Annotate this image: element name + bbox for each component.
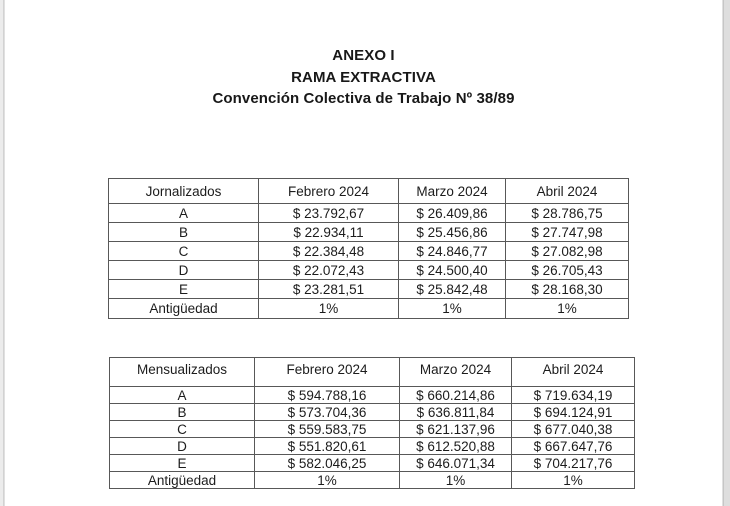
row-label-cell: D: [109, 261, 259, 280]
value-cell: $ 23.281,51: [259, 280, 399, 299]
column-header-febrero: Febrero 2024: [255, 358, 400, 387]
table-row: [109, 204, 629, 223]
value-cell: $ 25.456,86: [399, 223, 506, 242]
table-row: [110, 455, 635, 472]
value-cell: 1%: [255, 472, 400, 489]
column-header-abril: Abril 2024: [506, 179, 629, 204]
value-cell: $ 636.811,84: [400, 404, 512, 421]
value-cell: 1%: [512, 472, 635, 489]
value-cell: $ 24.500,40: [399, 261, 506, 280]
value-cell: $ 24.846,77: [399, 242, 506, 261]
document-page: [5, 0, 722, 506]
value-cell: $ 677.040,38: [512, 421, 635, 438]
column-header-mensualizados: Mensualizados: [110, 358, 255, 387]
row-label-cell: E: [110, 455, 255, 472]
value-cell: $ 559.583,75: [255, 421, 400, 438]
row-label-cell: C: [110, 421, 255, 438]
value-cell: $ 582.046,25: [255, 455, 400, 472]
row-label-cell: Antigüedad: [109, 299, 259, 319]
value-cell: $ 25.842,48: [399, 280, 506, 299]
value-cell: 1%: [400, 472, 512, 489]
row-label-cell: D: [110, 438, 255, 455]
page-edge-left: [0, 0, 4, 506]
value-cell: 1%: [259, 299, 399, 319]
mensualizados-table: [109, 357, 635, 489]
title-line-rama: RAMA EXTRACTIVA: [291, 68, 436, 86]
column-header-marzo: Marzo 2024: [399, 179, 506, 204]
column-header-abril: Abril 2024: [512, 358, 635, 387]
document-title: [5, 0, 722, 110]
value-cell: $ 594.788,16: [255, 387, 400, 404]
table-row: [109, 280, 629, 299]
title-line-convencion: Convención Colectiva de Trabajo Nº 38/89: [212, 90, 515, 107]
value-cell: $ 22.384,48: [259, 242, 399, 261]
value-cell: $ 660.214,86: [400, 387, 512, 404]
value-cell: $ 704.217,76: [512, 455, 635, 472]
value-cell: 1%: [506, 299, 629, 319]
value-cell: $ 26.409,86: [399, 204, 506, 223]
title-line-anexo: ANEXO I: [332, 47, 395, 64]
column-header-febrero: Febrero 2024: [259, 179, 399, 204]
row-label-cell: Antigüedad: [110, 472, 255, 489]
table-row: [109, 223, 629, 242]
value-cell: $ 27.747,98: [506, 223, 629, 242]
table-row: [109, 242, 629, 261]
value-cell: $ 612.520,88: [400, 438, 512, 455]
table-row: [110, 438, 635, 455]
column-header-marzo: Marzo 2024: [400, 358, 512, 387]
value-cell: $ 28.786,75: [506, 204, 629, 223]
antiguedad-row: [110, 472, 635, 489]
row-label-cell: B: [109, 223, 259, 242]
value-cell: $ 26.705,43: [506, 261, 629, 280]
column-header-jornalizados: Jornalizados: [109, 179, 259, 204]
row-label-cell: E: [109, 280, 259, 299]
value-cell: $ 621.137,96: [400, 421, 512, 438]
value-cell: $ 646.071,34: [400, 455, 512, 472]
jornalizados-table: [108, 178, 629, 319]
value-cell: $ 22.072,43: [259, 261, 399, 280]
table-header-row: [110, 358, 635, 387]
value-cell: $ 27.082,98: [506, 242, 629, 261]
value-cell: $ 573.704,36: [255, 404, 400, 421]
value-cell: $ 551.820,61: [255, 438, 400, 455]
table-row: [109, 261, 629, 280]
value-cell: $ 667.647,76: [512, 438, 635, 455]
value-cell: $ 23.792,67: [259, 204, 399, 223]
table-row: [110, 421, 635, 438]
page-edge-right: [723, 0, 730, 506]
value-cell: $ 28.168,30: [506, 280, 629, 299]
row-label-cell: C: [109, 242, 259, 261]
antiguedad-row: [109, 299, 629, 319]
row-label-cell: A: [110, 387, 255, 404]
table-header-row: [109, 179, 629, 204]
value-cell: 1%: [399, 299, 506, 319]
table-row: [110, 387, 635, 404]
row-label-cell: A: [109, 204, 259, 223]
value-cell: $ 22.934,11: [259, 223, 399, 242]
value-cell: $ 719.634,19: [512, 387, 635, 404]
table-row: [110, 404, 635, 421]
row-label-cell: B: [110, 404, 255, 421]
value-cell: $ 694.124,91: [512, 404, 635, 421]
